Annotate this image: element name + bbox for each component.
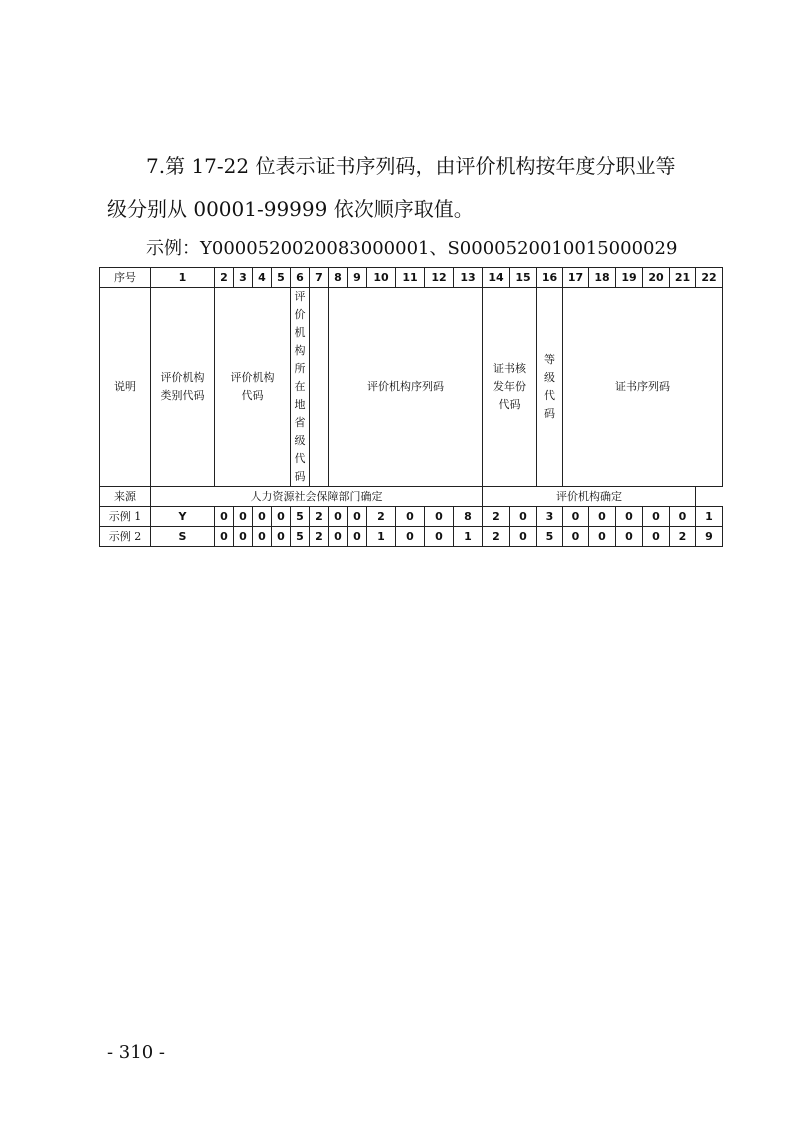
desc-org-code: [215, 288, 291, 487]
example-2-cell: 9: [696, 527, 723, 547]
position-cell: 21: [670, 268, 696, 288]
example-2-cell: 0: [510, 527, 537, 547]
desc-org-code-line-2: 代码: [241, 389, 264, 402]
desc-type-code-line-1: 评价机构: [160, 371, 205, 384]
example-2-cell: 1: [367, 527, 396, 547]
position-cell: 16: [537, 268, 563, 288]
example-2-cell: 0: [425, 527, 454, 547]
position-cell: 7: [310, 268, 329, 288]
description-label: 说明: [100, 288, 151, 487]
example-1-cell: 0: [215, 507, 234, 527]
source-left: 人力资源社会保障部门确定: [151, 487, 483, 507]
position-cell: 5: [272, 268, 291, 288]
example-2-cell: 5: [537, 527, 563, 547]
description-row: [100, 288, 723, 487]
example-2-cell: 0: [563, 527, 589, 547]
desc-level-line: 代: [544, 389, 555, 402]
example-1-cell: 0: [616, 507, 643, 527]
position-cell: 6: [291, 268, 310, 288]
position-cell: 9: [348, 268, 367, 288]
example-2-cell: 2: [670, 527, 696, 547]
position-cell: 3: [234, 268, 253, 288]
header-row: [100, 268, 723, 288]
example-2-label: 示例 2: [100, 527, 151, 547]
desc-province-code-continued: [310, 288, 329, 487]
source-row: [100, 487, 723, 507]
example-2-cell: 0: [643, 527, 670, 547]
example-2-cell: 0: [215, 527, 234, 547]
desc-type-code: [151, 288, 215, 487]
example-2-cell: 2: [310, 527, 329, 547]
example-1-cell: 0: [510, 507, 537, 527]
example-2-cell: 0: [253, 527, 272, 547]
example-row-1: [100, 507, 723, 527]
position-cell: 4: [253, 268, 272, 288]
position-cell: 2: [215, 268, 234, 288]
desc-province-line: 评价: [294, 290, 306, 321]
page-number: - 310 -: [107, 1042, 165, 1063]
source-right: 评价机构确定: [483, 487, 696, 507]
desc-province-line: 所在: [294, 362, 306, 393]
example-line: 示例：Y000052002008300000​1、S000052001001500002​9: [146, 238, 678, 259]
example-2-cell: 0: [396, 527, 425, 547]
position-cell: 17: [563, 268, 589, 288]
example-1-cell: 0: [643, 507, 670, 527]
desc-year-code: [483, 288, 537, 487]
example-1-cell: 2: [367, 507, 396, 527]
desc-province-code: [291, 288, 310, 487]
desc-cert-sequence: 证书序列码: [563, 288, 723, 487]
example-2-cell: 0: [348, 527, 367, 547]
desc-level-line: 码: [544, 407, 555, 420]
position-cell: 22: [696, 268, 723, 288]
example-1-cell: 0: [396, 507, 425, 527]
desc-province-line: 级代: [294, 434, 306, 465]
certificate-code-table: [99, 267, 723, 547]
example-2-cell: 5: [291, 527, 310, 547]
example-1-cell: 1: [696, 507, 723, 527]
desc-year-line-3: 代码: [498, 398, 521, 411]
example-1-cell: 2: [483, 507, 510, 527]
position-cell: 1: [151, 268, 215, 288]
desc-org-sequence: 评价机构序列码: [329, 288, 483, 487]
example-2-cell: 1: [454, 527, 483, 547]
desc-level-line: 等: [544, 353, 555, 366]
position-cell: 14: [483, 268, 510, 288]
example-1-label: 示例 1: [100, 507, 151, 527]
example-1-cell: 0: [563, 507, 589, 527]
example-1-cell: 0: [272, 507, 291, 527]
position-cell: 10: [367, 268, 396, 288]
example-1-cell: Y: [151, 507, 215, 527]
desc-province-line: 地省: [294, 398, 306, 429]
example-2-cell: 0: [329, 527, 348, 547]
position-cell: 15: [510, 268, 537, 288]
example-1-cell: 2: [310, 507, 329, 527]
example-1-cell: 0: [425, 507, 454, 527]
position-cell: 12: [425, 268, 454, 288]
example-1-cell: 3: [537, 507, 563, 527]
paragraph-line-1: 7.第 17-22 位表示证书序列码，由评价机构按年度分职业等: [146, 154, 676, 178]
example-row-2: [100, 527, 723, 547]
position-cell: 20: [643, 268, 670, 288]
example-1-cell: 0: [348, 507, 367, 527]
example-2-cell: 0: [616, 527, 643, 547]
desc-province-line: 码: [294, 470, 306, 483]
example-2-cell: 2: [483, 527, 510, 547]
example-2-cell: 0: [234, 527, 253, 547]
position-cell: 18: [589, 268, 616, 288]
example-2-cell: 0: [589, 527, 616, 547]
desc-org-code-line-1: 评价机构: [230, 371, 275, 384]
example-1-cell: 0: [589, 507, 616, 527]
example-1-cell: 0: [234, 507, 253, 527]
desc-year-line-1: 证书核: [493, 362, 526, 375]
example-2-cell: S: [151, 527, 215, 547]
desc-province-line: 机构: [294, 326, 306, 357]
header-label: 序号: [100, 268, 151, 288]
example-1-cell: 0: [329, 507, 348, 527]
example-2-cell: 0: [272, 527, 291, 547]
desc-type-code-line-2: 类别代码: [160, 389, 205, 402]
example-1-cell: 5: [291, 507, 310, 527]
desc-level-code: [537, 288, 563, 487]
example-1-cell: 0: [670, 507, 696, 527]
example-1-cell: 8: [454, 507, 483, 527]
paragraph-line-2: 级分别从 00001-99999 依次顺序取值。: [107, 197, 474, 221]
example-1-cell: 0: [253, 507, 272, 527]
desc-level-line: 级: [544, 371, 555, 384]
position-cell: 11: [396, 268, 425, 288]
desc-year-line-2: 发年份: [493, 380, 526, 393]
position-cell: 8: [329, 268, 348, 288]
position-cell: 19: [616, 268, 643, 288]
position-cell: 13: [454, 268, 483, 288]
source-label: 来源: [100, 487, 151, 507]
